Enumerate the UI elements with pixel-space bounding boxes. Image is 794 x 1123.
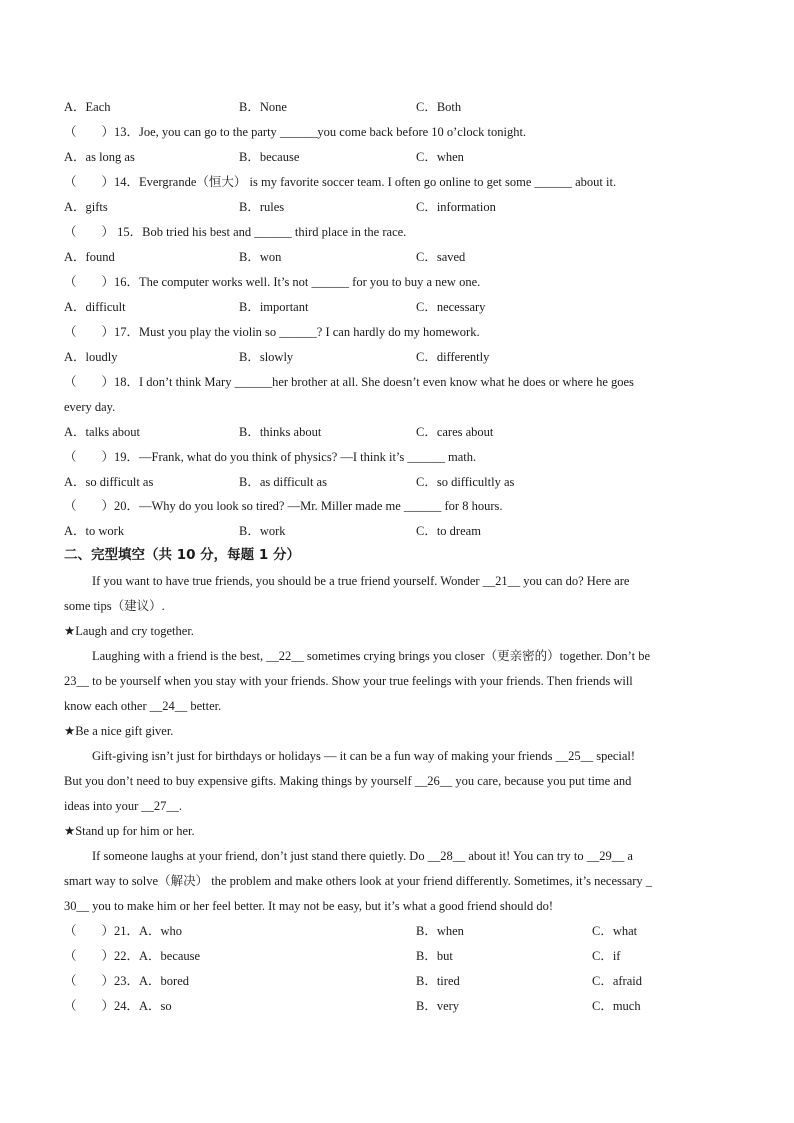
- q20-options: [64, 519, 730, 544]
- option-a: A．found: [64, 250, 115, 264]
- q15-options: [64, 245, 730, 270]
- option-c: C．information: [416, 200, 496, 214]
- option-a: A．gifts: [64, 200, 108, 214]
- answer-stem: （ ）23．A．bored: [64, 974, 189, 988]
- option-c: C．Both: [416, 100, 462, 114]
- passage-p4-line2: smart way to solve（解决） the problem and make others look at your friend differently. Sometimes, it’s necessary _: [64, 874, 653, 888]
- option-c: C．when: [416, 150, 464, 164]
- q15-stem: （ ） 15．Bob tried his best and ______ third place in the race.: [64, 225, 407, 239]
- answer-row-24: [64, 994, 730, 1019]
- tip-heading: ★Laugh and cry together.: [64, 624, 194, 638]
- q19-stem: （ ）19．—Frank, what do you think of physics? —I think it’s ______ math.: [64, 450, 477, 464]
- answer-stem: （ ）24．A．so: [64, 999, 172, 1013]
- q17-stem: （ ）17．Must you play the violin so ______? I can hardly do my homework.: [64, 325, 480, 339]
- option-b: B．but: [416, 949, 453, 963]
- q17-options: [64, 345, 730, 370]
- passage-p1-line1: If you want to have true friends, you should be a true friend yourself. Wonder __21__ you can do? Here are: [92, 574, 630, 588]
- option-b: B．as difficult as: [239, 475, 327, 489]
- option-a: A．talks about: [64, 425, 141, 439]
- option-b: B．rules: [239, 200, 285, 214]
- q20-stem: （ ）20．—Why do you look so tired? —Mr. Miller made me ______ for 8 hours.: [64, 499, 503, 513]
- answer-row-22: [64, 944, 730, 969]
- q18-stem-line1: （ ）18．I don’t think Mary ______her brother at all. She doesn’t even know what he does or where he goes: [64, 375, 634, 389]
- passage-p3-line2: But you don’t need to buy expensive gifts. Making things by yourself __26__ you care, because you put time and: [64, 774, 632, 788]
- q14-options: [64, 195, 730, 220]
- option-c: C．what: [592, 924, 638, 938]
- answer-stem: （ ）21．A．who: [64, 924, 183, 938]
- passage-p2-line2: 23__ to be yourself when you stay with your friends. Show your true feelings with your friends. Then friends will: [64, 674, 633, 688]
- option-b: B．slowly: [239, 350, 294, 364]
- option-b: B．thinks about: [239, 425, 322, 439]
- option-c: C．differently: [416, 350, 490, 364]
- passage-p4-line3: 30__ you to make him or her feel better. It may not be easy, but it’s what a good friend should do!: [64, 899, 554, 913]
- q19-options: [64, 470, 730, 495]
- option-a: A．loudly: [64, 350, 118, 364]
- tip-heading: ★Stand up for him or her.: [64, 824, 195, 838]
- passage-p2-line3: know each other __24__ better.: [64, 699, 222, 713]
- section-title: 二、完型填空（共 10 分，每题 1 分）: [64, 547, 300, 563]
- passage-p3-line1: Gift-giving isn’t just for birthdays or holidays — it can be a fun way of making your friends __25__ special!: [92, 749, 636, 763]
- q14-stem: （ ）14．Evergrande（恒大） is my favorite soccer team. I often go online to get some ______ about it.: [64, 175, 617, 189]
- option-c: C．so difficultly as: [416, 475, 515, 489]
- q16-options: [64, 295, 730, 320]
- q18-options: [64, 420, 730, 445]
- option-c: C．much: [592, 999, 641, 1013]
- option-c: C．if: [592, 949, 621, 963]
- tip-heading: ★Be a nice gift giver.: [64, 724, 174, 738]
- option-b: B．important: [239, 300, 309, 314]
- option-b: B．very: [416, 999, 460, 1013]
- option-b: B．when: [416, 924, 464, 938]
- q12-options: [64, 95, 730, 120]
- option-a: A．Each: [64, 100, 111, 114]
- answer-row-21: [64, 919, 730, 944]
- option-b: B．None: [239, 100, 287, 114]
- option-c: C．cares about: [416, 425, 494, 439]
- option-b: B．won: [239, 250, 282, 264]
- passage-p4-line1: If someone laughs at your friend, don’t just stand there quietly. Do __28__ about it! You can try to __29__ a: [92, 849, 633, 863]
- option-b: B．tired: [416, 974, 460, 988]
- option-a: A．difficult: [64, 300, 126, 314]
- passage-p2-line1: Laughing with a friend is the best, __22__ sometimes crying brings you closer（更亲密的）together. Don’t be: [92, 649, 651, 663]
- q18-stem-line2: every day.: [64, 400, 116, 414]
- option-c: C．saved: [416, 250, 466, 264]
- q16-stem: （ ）16．The computer works well. It’s not ______ for you to buy a new one.: [64, 275, 481, 289]
- answer-row-23: [64, 969, 730, 994]
- option-a: A．to work: [64, 524, 125, 538]
- passage-p3-line3: ideas into your __27__.: [64, 799, 183, 813]
- option-c: C．afraid: [592, 974, 642, 988]
- q13-stem: （ ）13．Joe, you can go to the party ______you come back before 10 o’clock tonight.: [64, 125, 527, 139]
- option-a: A．as long as: [64, 150, 135, 164]
- option-c: C．necessary: [416, 300, 486, 314]
- option-b: B．because: [239, 150, 300, 164]
- passage-p1-line2: some tips（建议）.: [64, 599, 165, 613]
- option-a: A．so difficult as: [64, 475, 154, 489]
- q13-options: [64, 145, 730, 170]
- option-c: C．to dream: [416, 524, 481, 538]
- option-b: B．work: [239, 524, 286, 538]
- answer-stem: （ ）22．A．because: [64, 949, 201, 963]
